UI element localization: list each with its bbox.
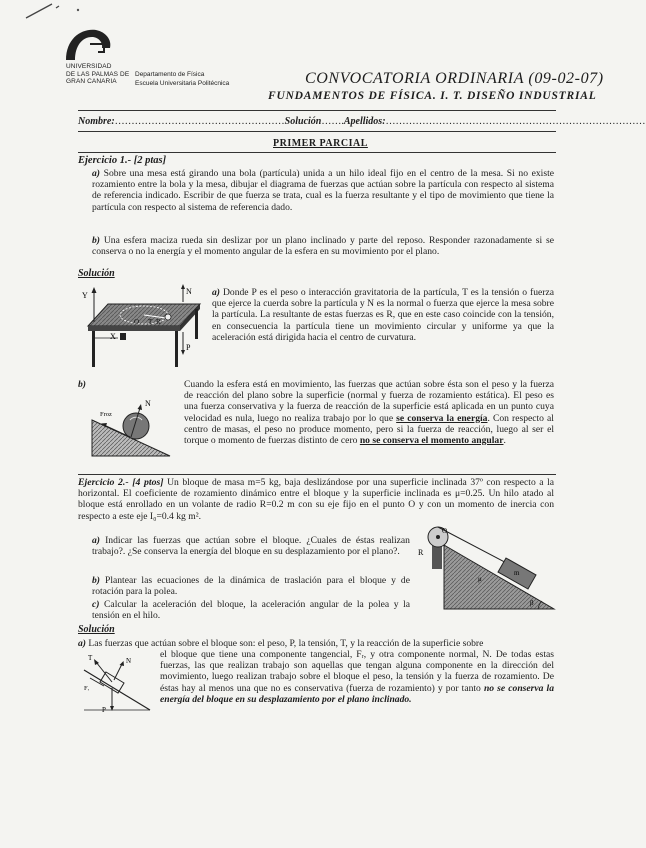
ex1-question-a: a) Sobre una mesa está girando una bola (partícula) unida a un hilo ideal fijo en el centro de la mesa. Si no existe rozamiento entre la bola y la mesa, dibujar el diagrama de fuerzas que actúan sobre la partícula con respecto al sistema de referencia indicado. Escribir de que fuerza se trata, cual es la fuerza resultante y el tipo de movimiento que tiene la partícula con respecto al sistema de referencia dado. [92, 168, 554, 213]
ex2-question-b: b) Plantear las ecuaciones de la dinámica de traslación para el bloque y de rotación para la polea. [92, 575, 410, 598]
weight-label: P [186, 343, 191, 352]
apellidos-label: Apellidos: [343, 116, 386, 127]
apellidos-blank[interactable]: …………………………………………………………………… [385, 116, 646, 127]
block-weight-label: P [102, 706, 106, 714]
mu-label: μ [478, 575, 482, 583]
block-force-diagram [82, 650, 154, 718]
axis-y-label: Y [82, 291, 88, 300]
ex1-solution-b-intro: b) [78, 379, 86, 390]
nombre-label: Nombre: [78, 116, 115, 127]
exam-title: CONVOCATORIA ORDINARIA (09-02-07) [305, 70, 604, 87]
resultant-label: R [156, 318, 161, 326]
sphere-normal-label: N [145, 399, 151, 408]
solucion-blank[interactable]: ……. [321, 116, 344, 127]
nombre-blank[interactable]: …………………………………………… [114, 116, 285, 127]
tension-label: T [148, 318, 153, 326]
solucion-label: Solución [284, 116, 322, 127]
ex1-question-b: b) Una esfera maciza rueda sin deslizar por un plano inclinado y parte del reposo. Responder razonadamente si se conserva o no la energía y el momento angular de la esfera en su movimiento por el plano. [92, 235, 554, 258]
divider [78, 110, 556, 111]
divider [78, 131, 556, 132]
pulley-incline-diagram [414, 525, 556, 615]
ex2-question-a: a) Indicar las fuerzas que actúan sobre el bloque. ¿Cuales de éstas realizan trabajo?. ¿Se conserva la energía del bloque en su desplazamiento por el plano?. [92, 535, 410, 558]
ex1-solution-b: Cuando la esfera está en movimiento, las fuerzas que actúan sobre ésta son el peso y la fuerza de reacción del plano sobre la superficie (normal y fuerza de rozamiento estática). El peso es una fuerza conservativa y la fuerza de reacción de la superficie está aplicada en un punto cuya velocidad es nula, luego no realiza trabajo por lo que se conserva la energía. Con respecto al centro de masas, el peso no produce momento, pero si la fuerza de reacción, luego al ser el torque o momento de fuerzas distinto de cero no se conserva el momento angular. [184, 379, 554, 447]
corner-scribble [22, 0, 92, 22]
block-normal-label: N [126, 657, 132, 665]
friction-label: Froz [100, 411, 112, 418]
ex2-question-c: c) Calcular la aceleración del bloque, la aceleración angular de la polea y la tensión en el hilo. [92, 599, 410, 622]
divider [78, 152, 556, 153]
ex2-intro: Ejercicio 2.- [4 ptos] Un bloque de masa m=5 kg, baja deslizándose por una superficie inclinada 37º con respecto a la horizontal. El coeficiente de rozamiento dinámico entre el bloque y la superficie inclinada es μ=0.25. Un hilo atado al bloque está enrollado en un volante de radio R=0.2 m con su eje fijo en el punto O y con un momento de inercia con respecto a este eje I₀=0.4 kg m². [78, 477, 554, 522]
ex2-solution-a: el bloque que tiene una componente tangencial, Fᵣ, y otra componente normal, N. De todas estas fuerzas, las que realizan trabajo son aquellas que tengan alguna componente en la dirección del movimiento, luego realizan trabajo sobre el bloque el peso, la tensión y la fuerza de rozamiento. De éstas hay al menos una que no es conservativa (fuerza de rozamiento) y por tanto no se conserva la energía del bloque en su desplazamiento por el plano inclinado. [160, 649, 554, 705]
university-logo-icon [60, 26, 114, 62]
section-title: PRIMER PARCIAL [273, 138, 368, 149]
normal-label: N [186, 287, 192, 296]
student-fields [78, 116, 646, 127]
ex1-solution-a: a) Donde P es el peso o interacción gravitatoria de la partícula, T es la tensión o fuerza que ejerce la cuerda sobre la partícula y N es la normal o fuerza que ejerce la mesa sobre la partícula. La resultante de estas fuerzas es R, que en este caso coincide con la tensión, en consecuencia la partícula tiene un movimiento circular y uniforme ya que la aceleración está dirigida hacia el centro de curvatura. [212, 287, 554, 343]
sphere-incline-diagram [90, 390, 180, 458]
mass-label: m [514, 569, 520, 577]
angle-label: β [530, 599, 534, 607]
divider [78, 474, 556, 475]
university-name: UNIVERSIDAD DE LAS PALMAS DE GRAN CANARIA [66, 63, 130, 85]
ex2-solution-a-line1: a) Las fuerzas que actúan sobre el bloque son: el peso, P, la tensión, T, y la reacción de la superficie sobre [78, 638, 484, 649]
block-tension-label: T [88, 654, 93, 662]
radius-label: R [418, 548, 424, 557]
department-name: Departamento de Física Escuela Universitaria Politécnica [135, 71, 230, 87]
ex2-solution-heading: Solución [78, 624, 115, 635]
course-subtitle: FUNDAMENTOS DE FÍSICA. I. T. DISEÑO INDUSTRIAL [268, 90, 597, 102]
ex1-solution-heading: Solución [78, 268, 115, 279]
block-friction-label: Fᵣ [84, 685, 90, 692]
ex2-heading: Ejercicio 2.- [4 ptos] [78, 477, 164, 488]
ex1-heading: Ejercicio 1.- [2 ptas] [78, 155, 167, 166]
axis-x-label: X [110, 332, 116, 341]
table-diagram [78, 282, 208, 372]
pulley-axis-label: O [442, 527, 448, 535]
origin-label: O [134, 318, 140, 326]
